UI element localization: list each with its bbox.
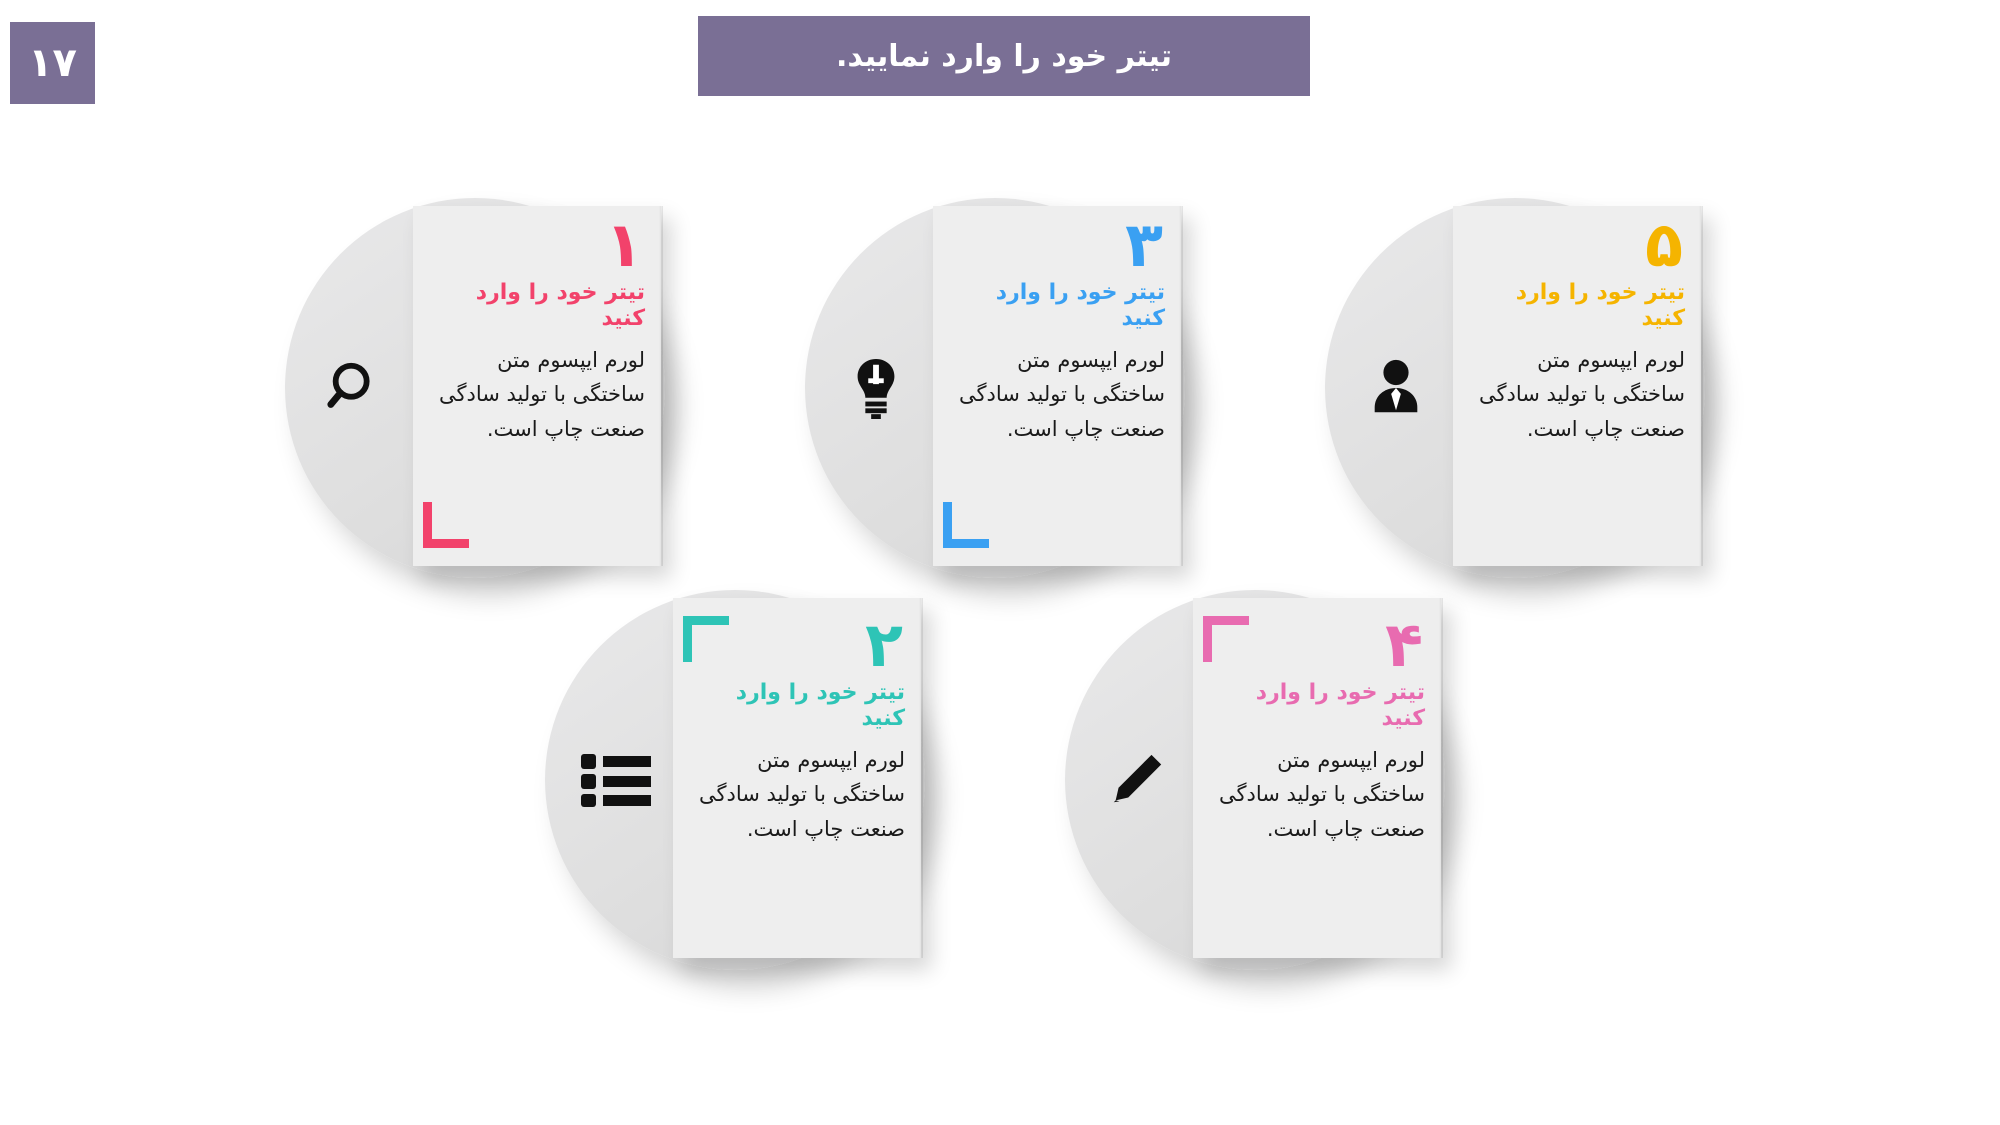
card-title: تیتر خود را وارد کنید — [735, 680, 905, 732]
card-panel — [1453, 206, 1701, 566]
card-body: لورم ایپسوم متن ساختگی با تولید سادگی صنعت چاپ است. — [1479, 347, 1685, 442]
card-number: ۱ — [605, 208, 643, 281]
card-number: ۲ — [865, 608, 903, 681]
checklist-icon — [573, 737, 659, 823]
card-panel — [673, 598, 921, 958]
card-number: ۴ — [1385, 608, 1423, 681]
card-panel — [1193, 598, 1441, 958]
card-body: لورم ایپسوم متن ساختگی با تولید سادگی صنعت چاپ است. — [959, 347, 1165, 442]
info-card-3[interactable] — [805, 198, 1205, 578]
pencil-icon — [1093, 737, 1179, 823]
card-title: تیتر خود را وارد کنید — [1255, 680, 1425, 732]
corner-accent — [1203, 616, 1249, 662]
card-body: لورم ایپسوم متن ساختگی با تولید سادگی صنعت چاپ است. — [1219, 747, 1425, 842]
card-panel — [413, 206, 661, 566]
slide-number-text: ۱۷ — [28, 40, 77, 86]
card-title: تیتر خود را وارد کنید — [475, 280, 645, 332]
slide-number-badge — [10, 22, 95, 104]
search-icon — [313, 345, 399, 431]
card-title: تیتر خود را وارد کنید — [1515, 280, 1685, 332]
lightbulb-icon — [833, 345, 919, 431]
card-panel — [933, 206, 1181, 566]
card-body: لورم ایپسوم متن ساختگی با تولید سادگی صنعت چاپ است. — [439, 347, 645, 442]
person-tie-icon — [1353, 345, 1439, 431]
slide-title-bar — [698, 16, 1310, 96]
card-title: تیتر خود را وارد کنید — [995, 280, 1165, 332]
card-number: ۳ — [1125, 208, 1163, 281]
info-card-2[interactable] — [545, 590, 945, 970]
card-number: ۵ — [1645, 208, 1683, 281]
card-body: لورم ایپسوم متن ساختگی با تولید سادگی صنعت چاپ است. — [699, 747, 905, 842]
corner-accent — [423, 502, 469, 548]
page-title: تیتر خود را وارد نمایید. — [835, 38, 1173, 74]
info-card-1[interactable] — [285, 198, 685, 578]
corner-accent — [943, 502, 989, 548]
info-card-5[interactable] — [1325, 198, 1725, 578]
corner-accent — [683, 616, 729, 662]
info-card-4[interactable] — [1065, 590, 1465, 970]
